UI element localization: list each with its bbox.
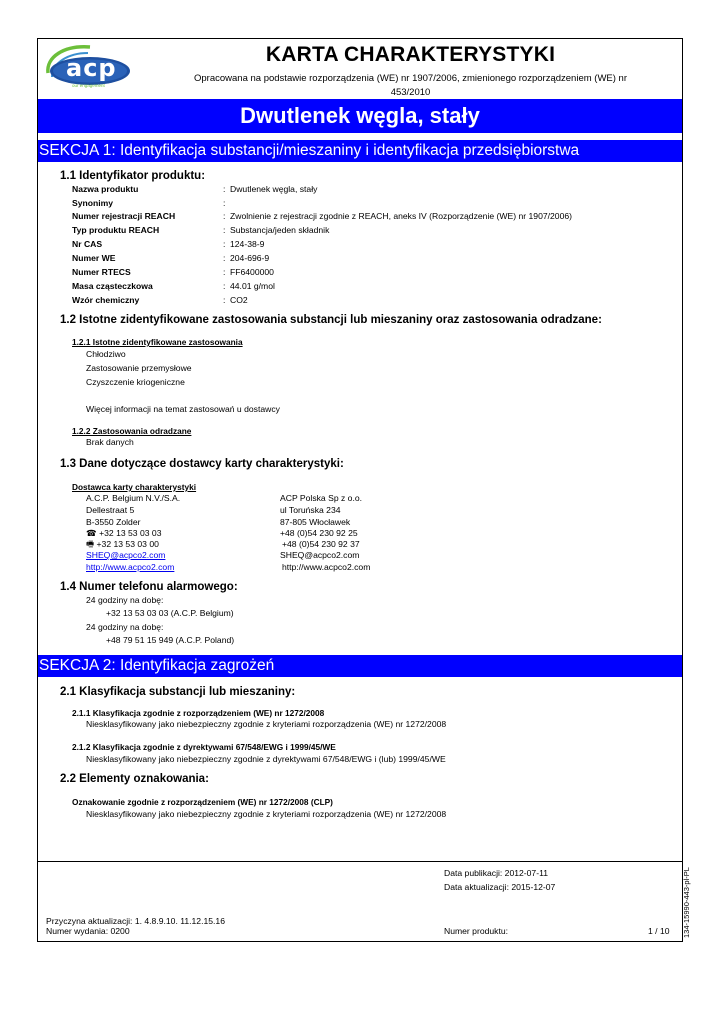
heading-1-4: 1.4 Numer telefonu alarmowego:	[60, 581, 238, 593]
identifier-label: Typ produktu REACH	[72, 225, 160, 235]
page-number: 1 / 10	[648, 926, 670, 936]
classification-text: Niesklasyfikowany jako niebezpieczny zgodnie z dyrektywami 67/548/EWG i (lub) 1999/45/WE	[86, 754, 446, 764]
supplier-street: Dellestraat 5	[86, 505, 135, 515]
sds-page	[37, 38, 683, 942]
identifier-colon: :	[223, 267, 226, 277]
identifier-label: Numer RTECS	[72, 267, 131, 277]
acp-logo	[42, 43, 132, 89]
logo-tagline: our engagement	[72, 83, 105, 88]
identifier-value: FF6400000	[230, 267, 274, 277]
supplier-web-link[interactable]: http://www.acpco2.com	[86, 562, 175, 572]
fax-icon: 🖷	[86, 539, 95, 549]
identifier-label: Wzór chemiczny	[72, 295, 140, 305]
identifier-colon: :	[223, 295, 226, 305]
emergency-label: 24 godziny na dobę:	[86, 622, 164, 632]
identifier-label: Numer rejestracji REACH	[72, 211, 176, 221]
product-name-bar: Dwutlenek węgla, stały	[38, 99, 682, 133]
section-2-title: SEKCJA 2: Identyfikacja zagrożeń	[38, 655, 682, 677]
not-recommended-text: Brak danych	[86, 437, 134, 447]
classification-text: Niesklasyfikowany jako niebezpieczny zgodnie z kryteriami rozporządzenia (WE) nr 1272/2008	[86, 719, 447, 729]
supplier-phone: +48 (0)54 230 92 25	[280, 528, 358, 538]
emergency-number: +48 79 51 15 949 (A.C.P. Poland)	[106, 635, 235, 645]
supplier-web: http://www.acpco2.com	[282, 562, 371, 572]
use-item: Chłodziwo	[86, 349, 126, 359]
supplier-fax: +32 13 53 03 00	[96, 539, 159, 549]
heading-2-1-2: 2.1.2 Klasyfikacja zgodnie z dyrektywami 67/548/EWG i 1999/45/WE	[72, 742, 336, 752]
heading-2-1: 2.1 Klasyfikacja substancji lub mieszaniny:	[60, 686, 296, 698]
emergency-label: 24 godziny na dobę:	[86, 595, 164, 605]
supplier-email-link[interactable]: SHEQ@acpco2.com	[86, 550, 166, 560]
use-item: Czyszczenie kriogeniczne	[86, 377, 185, 387]
clp-heading: Oznakowanie zgodnie z rozporządzeniem (WE) nr 1272/2008 (CLP)	[72, 797, 333, 807]
identifier-value: 204-696-9	[230, 253, 270, 263]
supplier-city: 87-805 Włocławek	[280, 517, 351, 527]
identifier-colon: :	[223, 239, 226, 249]
heading-2-1-1: 2.1.1 Klasyfikacja zgodnie z rozporządzeniem (WE) nr 1272/2008	[72, 708, 325, 718]
telephone-icon: ☎	[86, 528, 97, 538]
uses-more-info: Więcej informacji na temat zastosowań u dostawcy	[86, 404, 280, 414]
supplier-heading: Dostawca karty charakterystyki	[72, 482, 197, 492]
identifier-value: Substancja/jeden składnik	[230, 225, 330, 235]
update-date: Data aktualizacji: 2015-12-07	[444, 882, 556, 892]
identifier-value: 124-38-9	[230, 239, 265, 249]
revision-reason: Przyczyna aktualizacji: 1. 4.8.9.10. 11.12.15.16	[46, 916, 225, 926]
section-1-title: SEKCJA 1: Identyfikacja substancji/mieszaniny i identyfikacja przedsiębiorstwa	[38, 140, 682, 162]
heading-2-2: 2.2 Elementy oznakowania:	[60, 773, 209, 785]
document-title: KARTA CHARAKTERYSTYKI	[265, 43, 556, 66]
identifier-value: Zwolnienie z rejestracji zgodnie z REACH, aneks IV (Rozporządzenie (WE) nr 1907/2006)	[230, 211, 572, 221]
document-id: 134-15990-443-pl-PL	[682, 867, 691, 938]
heading-1-2-1: 1.2.1 Istotne zidentyfikowane zastosowania	[72, 337, 243, 347]
supplier-fax: +48 (0)54 230 92 37	[282, 539, 360, 549]
heading-1-3: 1.3 Dane dotyczące dostawcy karty charakterystyki:	[60, 458, 344, 470]
supplier-phone-row	[86, 528, 161, 539]
use-item: Zastosowanie przemysłowe	[86, 363, 192, 373]
identifier-colon: :	[223, 281, 226, 291]
supplier-city: B-3550 Zolder	[86, 517, 141, 527]
identifier-colon: :	[223, 211, 226, 221]
logo-text: acp	[66, 54, 117, 82]
document-subtitle	[138, 72, 683, 100]
supplier-name: A.C.P. Belgium N.V./S.A.	[86, 493, 181, 503]
heading-1-2: 1.2 Istotne zidentyfikowane zastosowania substancji lub mieszaniny oraz zastosowania odradzane:	[60, 314, 602, 326]
heading-1-2-2: 1.2.2 Zastosowania odradzane	[72, 426, 192, 436]
identifier-colon: :	[223, 198, 226, 208]
identifier-label: Nazwa produktu	[72, 184, 139, 194]
publication-date: Data publikacji: 2012-07-11	[444, 868, 548, 878]
heading-1-1: 1.1 Identyfikator produktu:	[60, 170, 206, 182]
identifier-label: Masa cząsteczkowa	[72, 281, 153, 291]
identifier-value: 44.01 g/mol	[230, 281, 275, 291]
identifier-label: Numer WE	[72, 253, 116, 263]
supplier-name: ACP Polska Sp z o.o.	[280, 493, 363, 503]
subtitle-line-2: 453/2010	[390, 87, 431, 98]
supplier-email: SHEQ@acpco2.com	[280, 550, 360, 560]
supplier-street: ul Toruńska 234	[280, 505, 341, 515]
supplier-phone: +32 13 53 03 03	[99, 528, 162, 538]
identifier-colon: :	[223, 225, 226, 235]
issue-number: Numer wydania: 0200	[46, 926, 130, 936]
subtitle-line-1: Opracowana na podstawie rozporządzenia (WE) nr 1907/2006, zmienionego rozporządzeniem (WE) nr	[194, 73, 627, 84]
identifier-label: Nr CAS	[72, 239, 103, 249]
product-number: Numer produktu:	[444, 926, 509, 936]
footer-divider	[38, 861, 682, 862]
identifier-label: Synonimy	[72, 198, 114, 208]
identifier-colon: :	[223, 184, 226, 194]
emergency-number: +32 13 53 03 03 (A.C.P. Belgium)	[106, 608, 234, 618]
clp-text: Niesklasyfikowany jako niebezpieczny zgodnie z kryteriami rozporządzenia (WE) nr 1272/2008	[86, 809, 447, 819]
identifier-value: Dwutlenek węgla, stały	[230, 184, 318, 194]
identifier-value: CO2	[230, 295, 248, 305]
identifier-colon: :	[223, 253, 226, 263]
